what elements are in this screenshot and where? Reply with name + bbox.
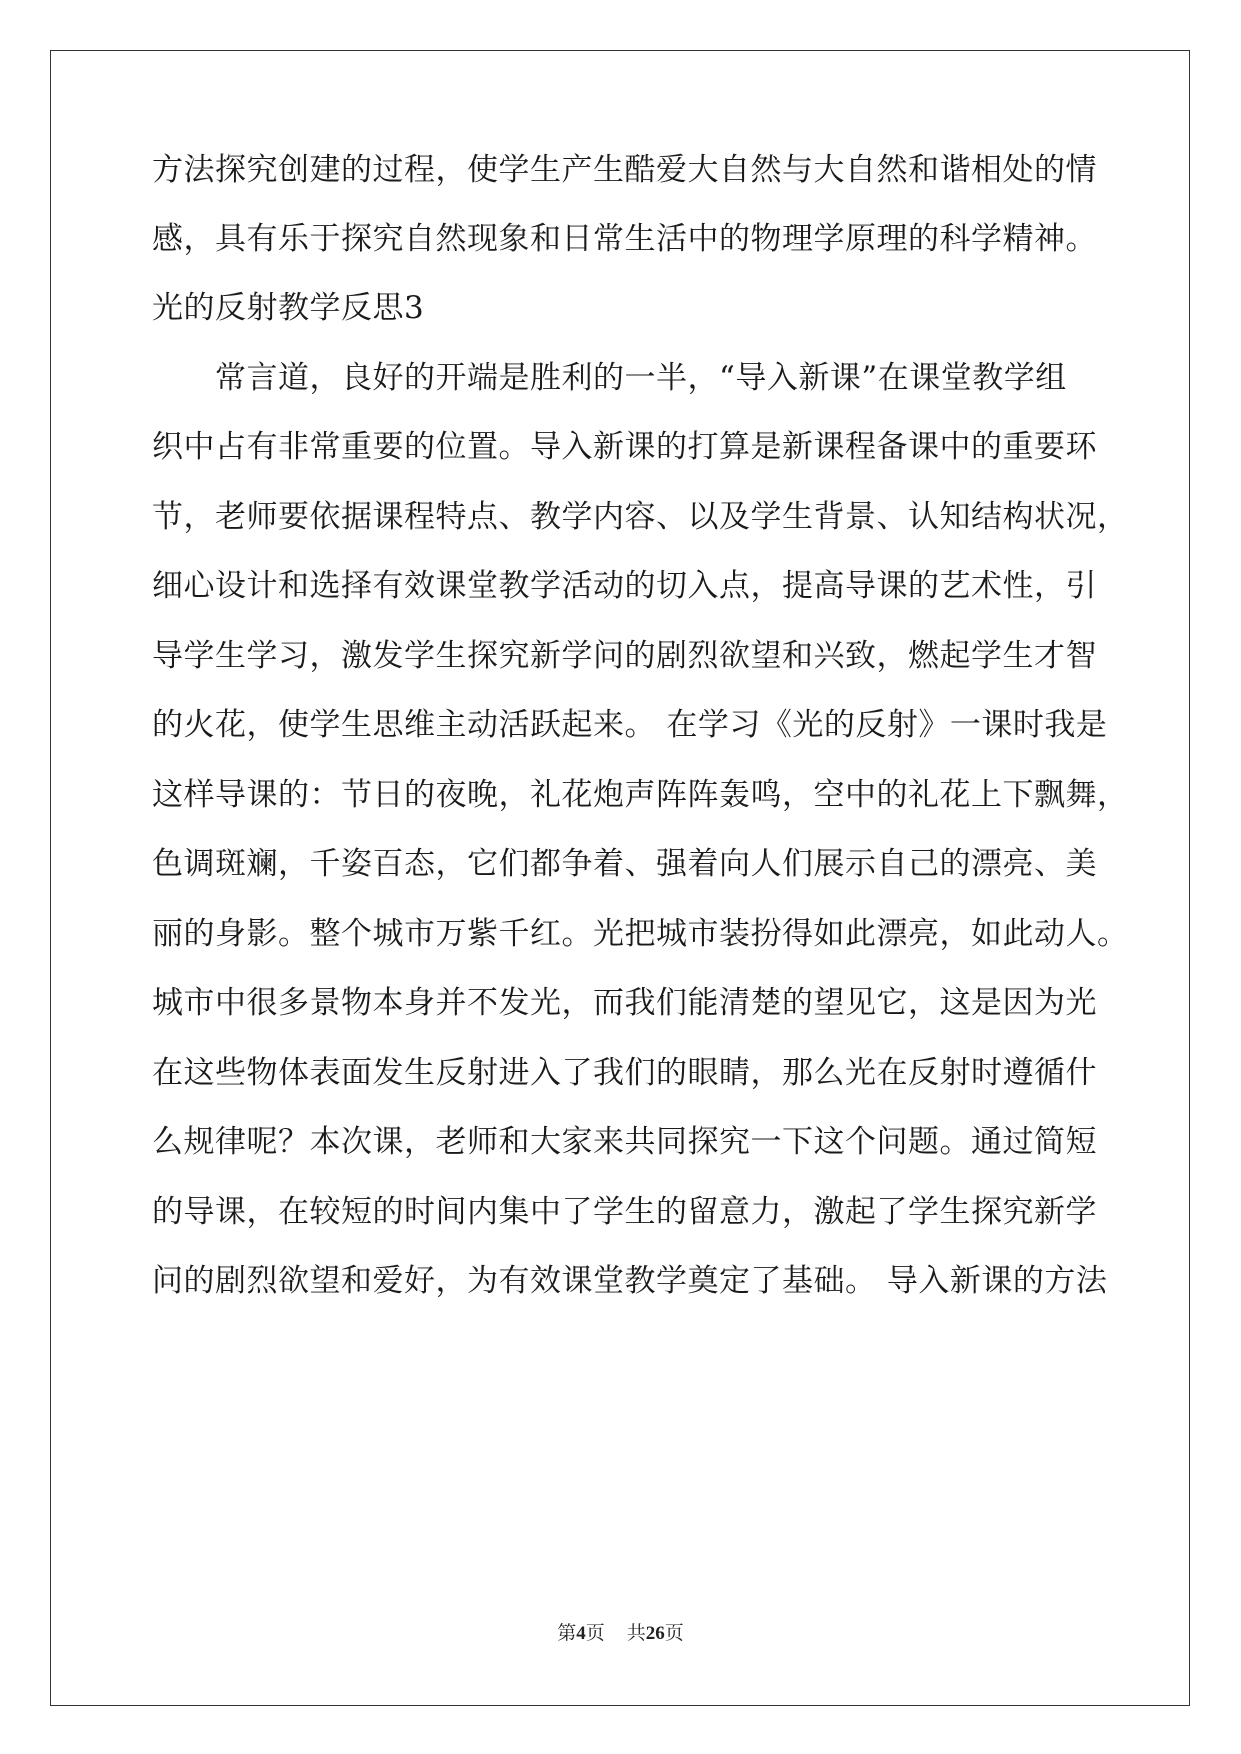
body-text-line: 么规律呢？本次课，老师和大家来共同探究一下这个问题。通过简短	[152, 1124, 1097, 1160]
body-text-line: 问的剧烈欲望和爱好，为有效课堂教学奠定了基础。 导入新课的方法	[152, 1263, 1108, 1299]
body-text-line: 的导课，在较短的时间内集中了学生的留意力，激起了学生探究新学	[152, 1194, 1097, 1230]
footer-total-prefix: 共	[626, 1623, 646, 1644]
footer-total-suffix: 页	[664, 1623, 684, 1644]
body-text-line: 的火花，使学生思维主动活跃起来。 在学习《光的反射》一课时我是	[152, 707, 1108, 743]
body-text-line: 感，具有乐于探究自然现象和日常生活中的物理学原理的科学精神。	[152, 221, 1097, 257]
total-page-count: 26	[645, 1623, 665, 1644]
body-text-line: 城市中很多景物本身并不发光，而我们能清楚的望见它，这是因为光	[152, 985, 1097, 1021]
page-footer	[0, 1622, 1241, 1646]
section-heading: 光的反射教学反思3	[152, 290, 425, 326]
body-text-line: 节，老师要依据课程特点、教学内容、以及学生背景、认知结构状况，	[152, 499, 1129, 535]
body-text-line: 方法探究创建的过程，使学生产生酷爱大自然与大自然和谐相处的情	[152, 152, 1097, 188]
body-text-line: 在这些物体表面发生反射进入了我们的眼睛，那么光在反射时遵循什	[152, 1055, 1097, 1091]
body-text-line: 丽的身影。整个城市万紫千红。光把城市装扮得如此漂亮，如此动人。	[152, 916, 1129, 952]
footer-prefix: 第	[557, 1623, 577, 1644]
footer-page-suffix: 页	[585, 1623, 605, 1644]
body-text-line: 这样导课的：节日的夜晚，礼花炮声阵阵轰鸣，空中的礼花上下飘舞，	[152, 777, 1129, 813]
body-text-line: 导学生学习，激发学生探究新学问的剧烈欲望和兴致，燃起学生才智	[152, 638, 1097, 674]
current-page-number: 4	[576, 1623, 586, 1644]
paragraph-first-line: 常言道，良好的开端是胜利的一半，“导入新课”在课堂教学组	[215, 360, 1067, 396]
body-text-line: 织中占有非常重要的位置。导入新课的打算是新课程备课中的重要环	[152, 429, 1097, 465]
body-text-line: 细心设计和选择有效课堂教学活动的切入点，提高导课的艺术性，引	[152, 568, 1097, 604]
body-text-line: 色调斑斓，千姿百态，它们都争着、强着向人们展示自己的漂亮、美	[152, 846, 1097, 882]
